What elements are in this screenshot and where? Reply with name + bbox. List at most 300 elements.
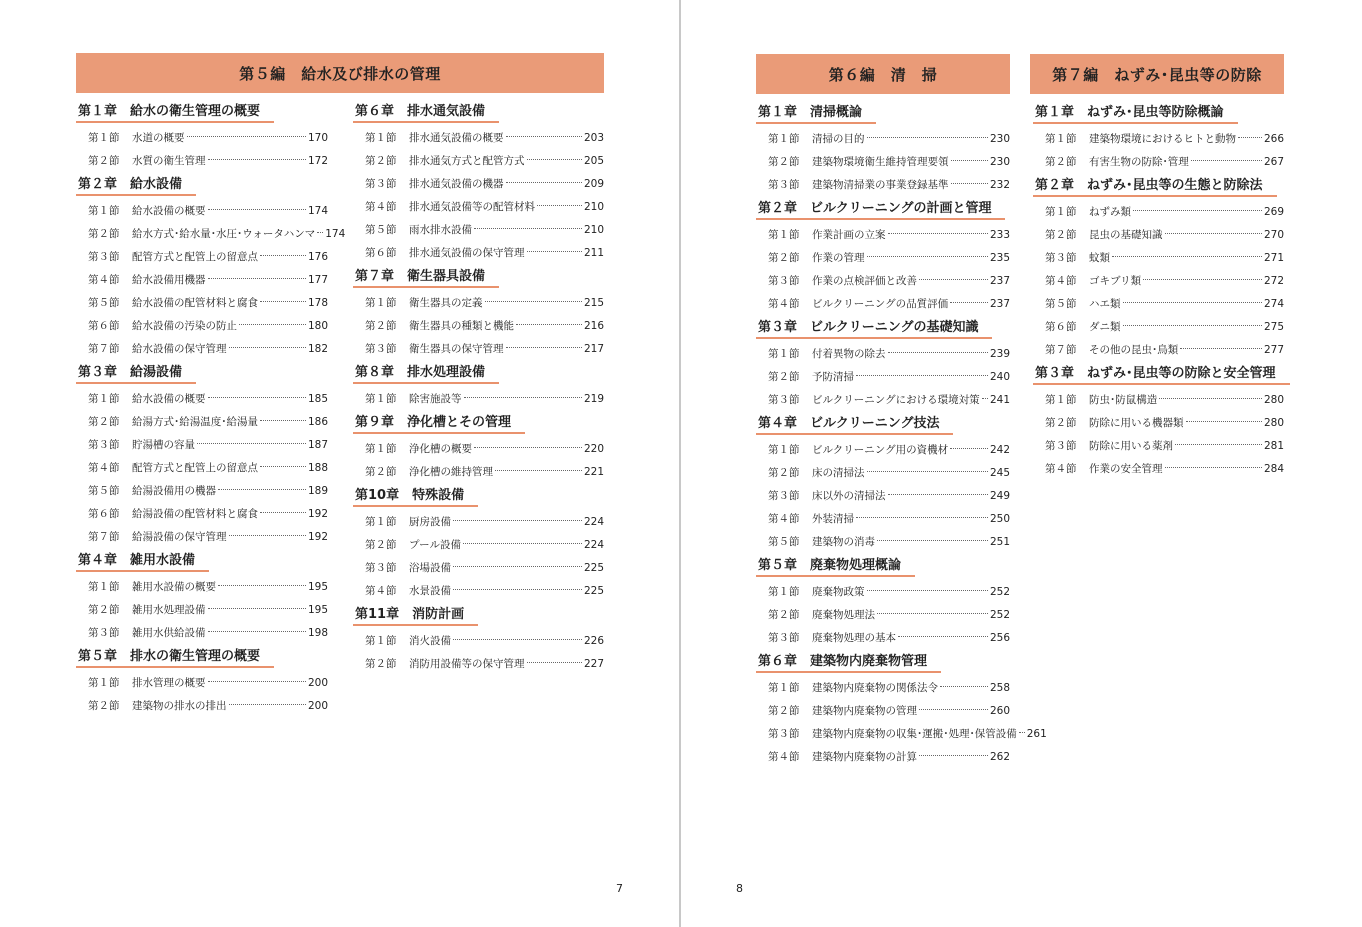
section-list — [756, 343, 1010, 412]
leader-dots — [453, 589, 582, 590]
leader-dots — [1180, 348, 1262, 349]
toc-entry — [1033, 458, 1284, 481]
section-list — [353, 438, 604, 484]
section-title: 排水管理の概要 — [132, 677, 206, 689]
section-title: 衛生器具の種類と機能 — [409, 320, 514, 332]
leader-dots — [951, 160, 989, 161]
section-label: 第２節 — [88, 604, 120, 616]
leader-dots — [260, 255, 306, 256]
section-page: 195 — [308, 581, 329, 593]
toc-entry — [756, 247, 1010, 270]
toc-entry — [76, 338, 328, 361]
toc-entry — [353, 173, 604, 196]
section-title: 作業の点検評価と改善 — [812, 275, 917, 287]
section-label: 第３節 — [88, 251, 120, 263]
leader-dots — [1143, 279, 1262, 280]
section-page: 225 — [584, 585, 605, 597]
section-page: 274 — [1264, 298, 1285, 310]
toc-entry — [756, 439, 1010, 462]
section-label: 第２節 — [768, 467, 800, 479]
section-page: 258 — [990, 682, 1011, 694]
chapter — [756, 554, 1010, 650]
section-label: 第１節 — [768, 444, 800, 456]
chapter — [353, 603, 604, 676]
section-label: 第５節 — [88, 297, 120, 309]
toc-entry — [353, 534, 604, 557]
section-page: 271 — [1264, 252, 1285, 264]
chapter — [1033, 362, 1284, 481]
chapter-title: 第１章 ねずみ･昆虫等防除概論 — [1033, 105, 1238, 124]
toc-entry — [756, 723, 1047, 746]
section-page: 280 — [1264, 394, 1285, 406]
section-page: 240 — [990, 371, 1011, 383]
section-title: 浄化槽の維持管理 — [409, 466, 493, 478]
section-page: 182 — [308, 343, 329, 355]
section-title: 防除に用いる薬剤 — [1089, 440, 1173, 452]
section-title: 蚊類 — [1089, 252, 1110, 264]
leader-dots — [919, 279, 988, 280]
toc-entry — [756, 627, 1010, 650]
toc-entry — [1033, 201, 1284, 224]
section-page: 170 — [308, 132, 329, 144]
toc-entry — [756, 224, 1010, 247]
leader-dots — [951, 183, 989, 184]
section-label: 第２節 — [365, 155, 397, 167]
right-page — [681, 0, 1362, 927]
toc-entry — [76, 576, 328, 599]
section-title: 給水設備の概要 — [132, 205, 206, 217]
toc-entry — [76, 672, 328, 695]
section-label: 第４節 — [1045, 463, 1077, 475]
leader-dots — [208, 209, 307, 210]
section-label: 第２節 — [365, 658, 397, 670]
section-title: 外装清掃 — [812, 513, 854, 525]
section-title: 雨水排水設備 — [409, 224, 472, 236]
section-title: 消防用設備等の保守管理 — [409, 658, 525, 670]
section-label: 第１節 — [768, 348, 800, 360]
section-label: 第３節 — [768, 394, 800, 406]
section-page: 209 — [584, 178, 605, 190]
section-label: 第２節 — [365, 320, 397, 332]
section-page: 239 — [990, 348, 1011, 360]
section-page: 172 — [308, 155, 329, 167]
section-title: ねずみ類 — [1089, 206, 1131, 218]
section-page: 210 — [584, 224, 605, 236]
section-title: 貯湯槽の容量 — [132, 439, 195, 451]
section-page: 178 — [308, 297, 329, 309]
section-title: ビルクリーニングにおける環境対策 — [812, 394, 980, 406]
section-page: 200 — [308, 677, 329, 689]
section-label: 第７節 — [88, 343, 120, 355]
section-page: 262 — [990, 751, 1011, 763]
section-title: 防除に用いる機器類 — [1089, 417, 1184, 429]
section-label: 第３節 — [88, 439, 120, 451]
section-list — [76, 576, 328, 645]
section-title: 雑用水設備の概要 — [132, 581, 216, 593]
toc-entry — [353, 315, 604, 338]
chapter-title: 第10章 特殊設備 — [353, 488, 478, 507]
section-label: 第４節 — [768, 298, 800, 310]
section-title: ゴキブリ類 — [1089, 275, 1142, 287]
section-label: 第２節 — [88, 700, 120, 712]
chapter — [756, 316, 1010, 412]
section-label: 第１節 — [88, 581, 120, 593]
leader-dots — [950, 448, 988, 449]
section-label: 第５節 — [768, 536, 800, 548]
leader-dots — [527, 251, 583, 252]
section-label: 第３節 — [88, 627, 120, 639]
leader-dots — [187, 136, 307, 137]
leader-dots — [940, 686, 988, 687]
section-label: 第１節 — [365, 132, 397, 144]
section-page: 237 — [990, 298, 1011, 310]
leader-dots — [919, 709, 988, 710]
section-page: 232 — [990, 179, 1011, 191]
leader-dots — [208, 681, 307, 682]
leader-dots — [506, 182, 583, 183]
leader-dots — [1159, 398, 1262, 399]
section-title: ダニ類 — [1089, 321, 1121, 333]
section-page: 270 — [1264, 229, 1285, 241]
chapter — [353, 484, 604, 603]
section-page: 187 — [308, 439, 329, 451]
toc-entry — [76, 480, 328, 503]
section-title: 給水設備の配管材料と腐食 — [132, 297, 258, 309]
toc-entry — [756, 293, 1010, 316]
section-page: 252 — [990, 609, 1011, 621]
section-page: 272 — [1264, 275, 1285, 287]
chapter — [76, 645, 328, 718]
section-page: 174 — [308, 205, 329, 217]
section-page: 281 — [1264, 440, 1285, 452]
leader-dots — [877, 613, 988, 614]
leader-dots — [877, 540, 988, 541]
section-label: 第５節 — [1045, 298, 1077, 310]
section-title: 予防清掃 — [812, 371, 854, 383]
part-banner: 第７編 ねずみ･昆虫等の防除 — [1030, 54, 1284, 94]
section-label: 第２節 — [768, 705, 800, 717]
toc-entry — [756, 604, 1010, 627]
leader-dots — [1123, 325, 1263, 326]
chapter-title: 第３章 給湯設備 — [76, 365, 196, 384]
section-page: 284 — [1264, 463, 1285, 475]
leader-dots — [856, 517, 988, 518]
leader-dots — [537, 205, 582, 206]
toc-entry — [353, 242, 604, 265]
section-list — [756, 677, 1047, 769]
part-banner: 第６編 清 掃 — [756, 54, 1010, 94]
section-page: 224 — [584, 516, 605, 528]
leader-dots — [464, 397, 583, 398]
leader-dots — [229, 535, 307, 536]
toc-entry — [756, 531, 1010, 554]
toc-entry — [1033, 389, 1284, 412]
leader-dots — [474, 228, 582, 229]
leader-dots — [1238, 137, 1262, 138]
section-page: 189 — [308, 485, 329, 497]
leader-dots — [260, 512, 306, 513]
section-list — [353, 388, 604, 411]
section-label: 第１節 — [365, 443, 397, 455]
section-title: 配管方式と配管上の留意点 — [132, 462, 258, 474]
section-label: 第３節 — [768, 179, 800, 191]
section-label: 第２節 — [365, 466, 397, 478]
section-label: 第１節 — [768, 586, 800, 598]
section-title: 建築物環境衛生維持管理要領 — [812, 156, 949, 168]
section-page: 177 — [308, 274, 329, 286]
section-page: 227 — [584, 658, 605, 670]
leader-dots — [229, 347, 307, 348]
section-list — [756, 128, 1010, 197]
toc-entry — [353, 557, 604, 580]
chapter-title: 第３章 ビルクリーニングの基礎知識 — [756, 320, 992, 339]
chapter-title: 第７章 衛生器具設備 — [353, 269, 499, 288]
section-title: 衛生器具の定義 — [409, 297, 483, 309]
section-label: 第２節 — [365, 539, 397, 551]
leader-dots — [867, 471, 989, 472]
toc-entry — [756, 343, 1010, 366]
section-label: 第１節 — [768, 229, 800, 241]
chapter — [1033, 101, 1284, 174]
section-page: 226 — [584, 635, 605, 647]
toc-entry — [1033, 247, 1284, 270]
section-title: 作業計画の立案 — [812, 229, 886, 241]
toc-entry — [1033, 412, 1284, 435]
toc-entry — [353, 150, 604, 173]
section-label: 第２節 — [88, 416, 120, 428]
toc-entry — [353, 127, 604, 150]
chapter-title: 第１章 清掃概論 — [756, 105, 876, 124]
leader-dots — [474, 447, 582, 448]
section-list — [756, 581, 1010, 650]
section-title: 排水通気設備の保守管理 — [409, 247, 525, 259]
section-page: 176 — [308, 251, 329, 263]
section-page: 217 — [584, 343, 605, 355]
section-title: 排水通気設備の機器 — [409, 178, 504, 190]
toc-entry — [756, 677, 1010, 700]
leader-dots — [867, 137, 989, 138]
leader-dots — [218, 585, 306, 586]
chapter-title: 第３章 ねずみ･昆虫等の防除と安全管理 — [1033, 366, 1290, 385]
toc-entry — [76, 411, 328, 434]
section-title: 建築物内廃棄物の収集･運搬･処理･保管設備 — [812, 728, 1017, 740]
section-page: 192 — [308, 531, 329, 543]
section-page: 261 — [1026, 728, 1047, 740]
leader-dots — [208, 397, 307, 398]
section-page: 241 — [990, 394, 1011, 406]
toc-entry — [353, 338, 604, 361]
toc-entry — [756, 508, 1010, 531]
section-title: プール設備 — [409, 539, 461, 551]
section-page: 251 — [990, 536, 1011, 548]
leader-dots — [888, 233, 989, 234]
toc-entry — [756, 151, 1010, 174]
leader-dots — [260, 420, 306, 421]
leader-dots — [463, 543, 582, 544]
leader-dots — [867, 590, 989, 591]
section-page: 188 — [308, 462, 329, 474]
toc-entry — [1033, 293, 1284, 316]
leader-dots — [506, 347, 583, 348]
toc-entry — [76, 434, 328, 457]
section-title: 衛生器具の保守管理 — [409, 343, 504, 355]
section-label: 第２節 — [88, 228, 120, 240]
leader-dots — [453, 520, 582, 521]
leader-dots — [229, 704, 307, 705]
section-title: その他の昆虫･鳥類 — [1089, 344, 1179, 356]
toc-entry — [76, 150, 328, 173]
section-label: 第２節 — [768, 371, 800, 383]
leader-dots — [527, 159, 583, 160]
section-title: ビルクリーニング用の資機材 — [812, 444, 949, 456]
toc-entry — [756, 485, 1010, 508]
chapter — [76, 361, 328, 549]
section-title: 建築物の消毒 — [812, 536, 875, 548]
chapter — [1033, 174, 1284, 362]
leader-dots — [888, 494, 989, 495]
chapter — [756, 101, 1010, 197]
section-page: 233 — [990, 229, 1011, 241]
leader-dots — [982, 398, 988, 399]
section-title: 浄化槽の概要 — [409, 443, 472, 455]
toc-entry — [756, 174, 1010, 197]
section-page: 200 — [308, 700, 329, 712]
chapter-title: 第６章 排水通気設備 — [353, 104, 499, 123]
toc-entry — [1033, 435, 1284, 458]
section-title: 作業の管理 — [812, 252, 865, 264]
section-label: 第３節 — [768, 728, 800, 740]
section-page: 220 — [584, 443, 605, 455]
section-page: 186 — [308, 416, 329, 428]
section-label: 第６節 — [1045, 321, 1077, 333]
section-label: 第６節 — [88, 508, 120, 520]
section-title: ハエ類 — [1089, 298, 1121, 310]
section-label: 第５節 — [88, 485, 120, 497]
section-title: 消火設備 — [409, 635, 451, 647]
section-list — [1033, 128, 1284, 174]
toc-entry — [1033, 270, 1284, 293]
section-list — [353, 127, 604, 265]
chapter-title: 第11章 消防計画 — [353, 607, 478, 626]
section-label: 第２節 — [768, 609, 800, 621]
leader-dots — [1186, 421, 1263, 422]
section-list — [1033, 389, 1284, 481]
toc-entry — [353, 461, 604, 484]
section-title: 配管方式と配管上の留意点 — [132, 251, 258, 263]
section-title: 厨房設備 — [409, 516, 451, 528]
toc-entry — [353, 653, 604, 676]
section-title: 雑用水処理設備 — [132, 604, 206, 616]
chapter-title: 第５章 排水の衛生管理の概要 — [76, 649, 274, 668]
toc-column — [756, 101, 1047, 769]
leader-dots — [1165, 233, 1263, 234]
leader-dots — [856, 375, 988, 376]
chapter-title: 第１章 給水の衛生管理の概要 — [76, 104, 274, 123]
toc-entry — [756, 128, 1010, 151]
toc-column — [76, 100, 346, 718]
toc-entry — [353, 196, 604, 219]
toc-entry — [76, 388, 328, 411]
section-title: 給湯設備の配管材料と腐食 — [132, 508, 258, 520]
section-label: 第２節 — [768, 252, 800, 264]
chapter — [353, 411, 604, 484]
section-title: 浴場設備 — [409, 562, 451, 574]
toc-entry — [76, 526, 328, 549]
section-page: 266 — [1264, 133, 1285, 145]
leader-dots — [1019, 732, 1025, 733]
section-list — [76, 388, 328, 549]
section-label: 第１節 — [768, 133, 800, 145]
section-title: 給水方式･給水量･水圧･ウォータハンマ — [132, 228, 316, 240]
left-page — [0, 0, 679, 927]
section-title: 排水通気方式と配管方式 — [409, 155, 525, 167]
section-label: 第２節 — [88, 155, 120, 167]
leader-dots — [197, 443, 306, 444]
section-list — [756, 224, 1010, 316]
section-label: 第１節 — [1045, 206, 1077, 218]
section-label: 第３節 — [1045, 440, 1077, 452]
section-title: 建築物内廃棄物の関係法令 — [812, 682, 938, 694]
section-title: 有害生物の防除･管理 — [1089, 156, 1189, 168]
section-title: 昆虫の基礎知識 — [1089, 229, 1163, 241]
chapter-title: 第２章 ねずみ･昆虫等の生態と防除法 — [1033, 178, 1277, 197]
toc-entry — [76, 599, 328, 622]
section-list — [76, 200, 346, 361]
section-title: 給水設備の汚染の防止 — [132, 320, 237, 332]
section-label: 第１節 — [365, 393, 397, 405]
section-title: 雑用水供給設備 — [132, 627, 206, 639]
section-label: 第４節 — [768, 513, 800, 525]
section-label: 第１節 — [88, 677, 120, 689]
section-label: 第１節 — [88, 393, 120, 405]
toc-entry — [76, 503, 328, 526]
section-label: 第５節 — [365, 224, 397, 236]
leader-dots — [1112, 256, 1262, 257]
section-page: 260 — [990, 705, 1011, 717]
toc-entry — [756, 366, 1010, 389]
section-page: 216 — [584, 320, 605, 332]
page-number: 7 — [616, 882, 623, 895]
section-label: 第３節 — [768, 490, 800, 502]
section-page: 215 — [584, 297, 605, 309]
leader-dots — [1191, 160, 1262, 161]
section-title: 建築物環境におけるヒトと動物 — [1089, 133, 1236, 145]
toc-entry — [76, 457, 328, 480]
leader-dots — [453, 639, 582, 640]
section-page: 280 — [1264, 417, 1285, 429]
leader-dots — [527, 662, 583, 663]
section-list — [353, 511, 604, 603]
toc-entry — [1033, 339, 1284, 362]
section-page: 210 — [584, 201, 605, 213]
toc-entry — [76, 200, 328, 223]
section-title: 床以外の清掃法 — [812, 490, 886, 502]
section-label: 第７節 — [88, 531, 120, 543]
section-list — [1033, 201, 1284, 362]
section-page: 219 — [584, 393, 605, 405]
section-title: 水質の衛生管理 — [132, 155, 206, 167]
section-title: 廃棄物処理法 — [812, 609, 875, 621]
leader-dots — [208, 278, 307, 279]
section-label: 第４節 — [88, 274, 120, 286]
leader-dots — [506, 136, 583, 137]
section-title: 給水設備の保守管理 — [132, 343, 227, 355]
chapter — [756, 650, 1047, 769]
section-page: 256 — [990, 632, 1011, 644]
section-page: 198 — [308, 627, 329, 639]
toc-entry — [756, 462, 1010, 485]
section-title: 給湯設備の保守管理 — [132, 531, 227, 543]
